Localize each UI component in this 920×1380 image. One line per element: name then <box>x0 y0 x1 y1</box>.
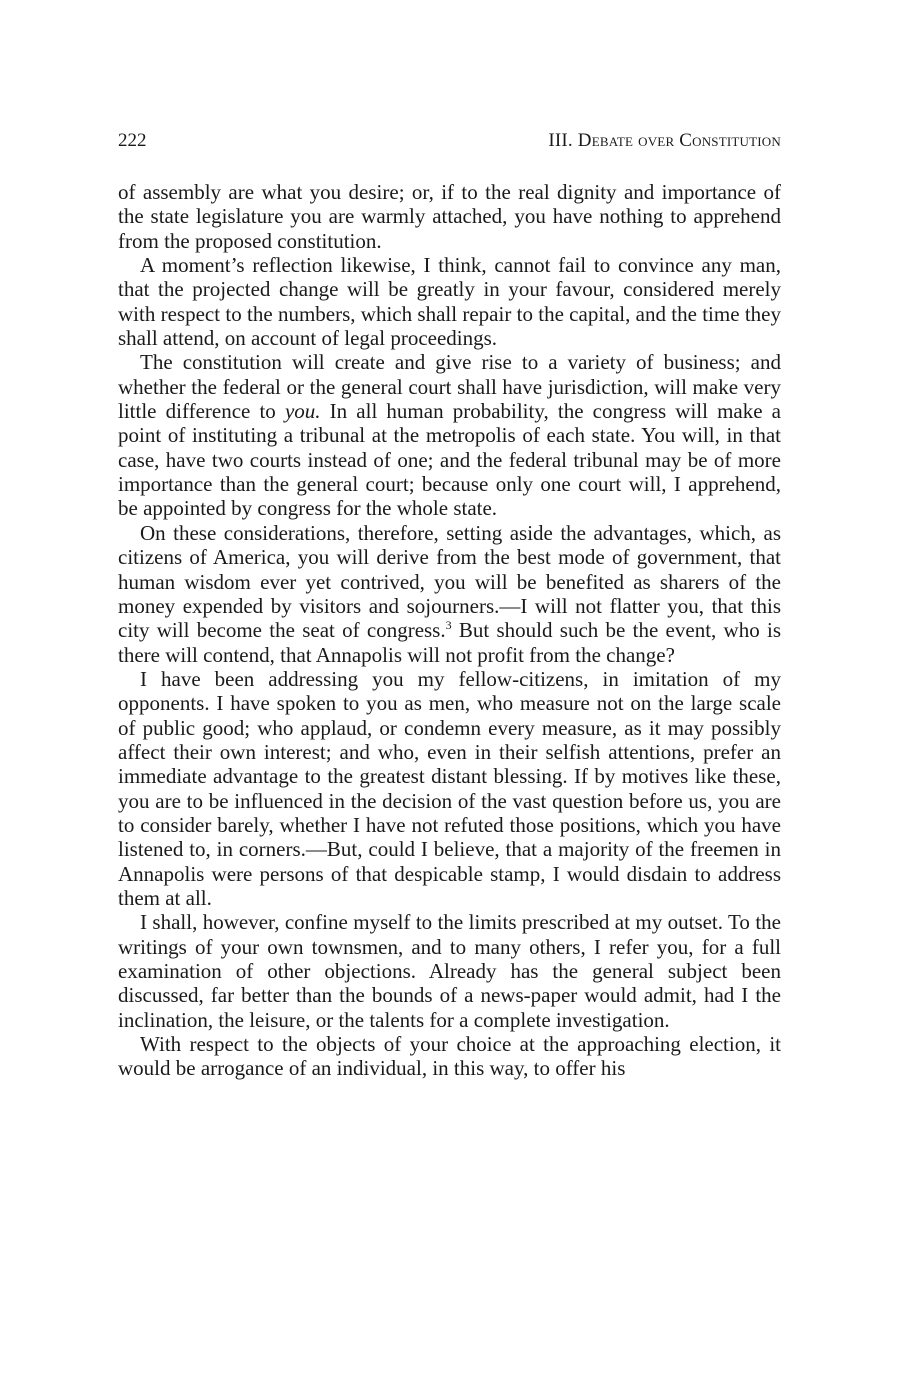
section-title: III. Debate over Constitution <box>548 130 781 151</box>
paragraph-4-text-after: But should such be the event, who is there will contend, that Annapolis will not profit from the change? <box>118 618 781 667</box>
running-header <box>118 128 781 154</box>
emphasized-word: you. <box>284 399 321 424</box>
paragraph-5: I have been addressing you my fellow-citizens, in imitation of my opponents. I have spoken to you as men, who measure not on the large scale of public good; who applaud, or condemn every measure, as it may possibly affect their own interest; and who, even in their selfish attentions, prefer an immediate advantage to the greatest distant blessing. If by motives like these, you are to be influenced in the decision of the vast question before us, you are to consider barely, whether I have not refuted those positions, which you have listened to, in corners.—But, could I believe, that a majority of the freemen in Annapolis were persons of that despicable stamp, I would disdain to address them at all. <box>118 666 781 910</box>
footnote-marker: 3 <box>445 618 452 633</box>
paragraph-1: of assembly are what you desire; or, if to the real dignity and importance of the state legislature you are warmly attached, you have nothing to apprehend from the proposed constitution. <box>118 180 781 253</box>
page-number: 222 <box>118 130 147 151</box>
body-text <box>118 180 781 1081</box>
book-page <box>118 128 781 1081</box>
paragraph-4 <box>118 521 781 667</box>
paragraph-2: A moment’s reflection likewise, I think, cannot fail to convince any man, that the projected change will be greatly in your favour, considered merely with respect to the numbers, which shall repair to the capital, and the time they shall attend, on account of legal proceedings. <box>118 253 781 351</box>
paragraph-3-text-before: The constitution will create and give rise to a variety of business; and whether the federal or the general court shall have jurisdiction, will make very little difference to <box>118 350 781 424</box>
paragraph-3-text-after: In all human probability, the congress will make a point of instituting a tribunal at the metropolis of each state. You will, in that case, have two courts instead of one; and the federal tribunal may be of more importance than the general court; because only one court will, I apprehend, be appointed by congress for the whole state. <box>118 399 782 521</box>
paragraph-3 <box>118 350 781 520</box>
paragraph-4-text-before: On these considerations, therefore, setting aside the advantages, which, as citizens of America, you will derive from the best mode of government, that human wisdom ever yet contrived, you will be benefited as sharers of the money expended by visitors and sojourners.—I will not flatter you, that this city will become the seat of congress. <box>118 520 781 643</box>
paragraph-6: I shall, however, confine myself to the limits prescribed at my outset. To the writings of your own townsmen, and to many others, I refer you, for a full examination of other objections. Already has the general subject been discussed, far better than the bounds of a news-paper would admit, had I the inclination, the leisure, or the talents for a complete investigation. <box>118 910 781 1032</box>
paragraph-7: With respect to the objects of your choice at the approaching election, it would be arrogance of an individual, in this way, to offer his <box>118 1032 781 1081</box>
